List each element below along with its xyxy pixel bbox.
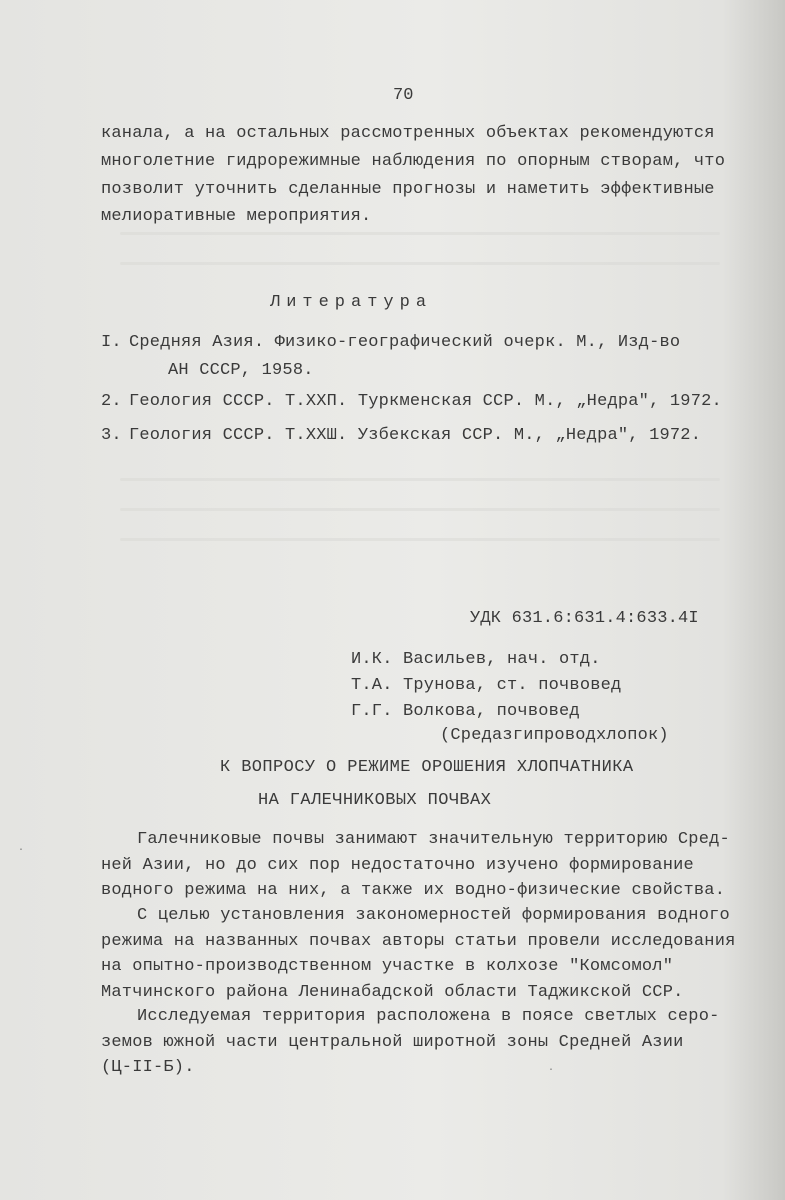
article-title: К ВОПРОСУ О РЕЖИМЕ ОРОШЕНИЯ ХЛОПЧАТНИКА (220, 758, 634, 777)
author-line: И.К. Васильев, нач. отд. (351, 650, 601, 669)
reference-number: I. (101, 333, 122, 352)
udk-code: УДК 631.6:631.4:633.4I (470, 609, 699, 628)
body-line: Матчинского района Ленинабадской области Таджикской ССР. (101, 983, 684, 1002)
author-line: Т.А. Трунова, ст. почвовед (351, 676, 622, 695)
reference-text: Средняя Азия. Физико-географический очерк. М., Изд-во (129, 333, 681, 352)
show-through-mark (120, 538, 720, 541)
show-through-mark (120, 478, 720, 481)
body-line: С целью установления закономерностей формирования водного (137, 906, 730, 925)
body-line: ней Азии, но до сих пор недостаточно изучено формирование (101, 856, 694, 875)
body-line: Исследуемая территория расположена в поясе светлых серо- (137, 1007, 720, 1026)
reference-text: Геология СССР. Т.ХХШ. Узбекская ССР. М., „Недра", 1972. (129, 426, 702, 445)
body-line: режима на названных почвах авторы статьи провели исследования (101, 932, 736, 951)
show-through-mark (120, 232, 720, 235)
body-line: земов южной части центральной широтной зоны Средней Азии (101, 1033, 684, 1052)
reference-number: 2. (101, 392, 122, 411)
page-number: 70 (393, 86, 414, 105)
literature-heading: Литература (270, 293, 433, 312)
intro-line: канала, а на остальных рассмотренных объектах рекомендуются (101, 124, 715, 143)
paper-speck: · (548, 1065, 555, 1076)
reference-number: 3. (101, 426, 122, 445)
body-line: водного режима на них, а также их водно-физические свойства. (101, 881, 726, 900)
paper-speck: · (18, 845, 25, 856)
body-line: Галечниковые почвы занимают значительную территорию Сред- (137, 830, 730, 849)
reference-item (101, 392, 722, 411)
intro-line: мелиоративные мероприятия. (101, 207, 372, 226)
show-through-mark (120, 262, 720, 265)
organization: (Средазгипроводхлопок) (440, 726, 669, 745)
reference-item (101, 333, 680, 352)
reference-item (101, 426, 701, 445)
intro-line: позволит уточнить сделанные прогнозы и наметить эффективные (101, 180, 715, 199)
reference-text-continued: АН СССР, 1958. (168, 361, 314, 380)
body-line: на опытно-производственном участке в колхозе "Комсомол" (101, 957, 674, 976)
show-through-mark (120, 508, 720, 511)
body-line: (Ц-II-Б). (101, 1058, 195, 1077)
intro-line: многолетние гидрорежимные наблюдения по опорным створам, что (101, 152, 726, 171)
article-title: НА ГАЛЕЧНИКОВЫХ ПОЧВАХ (258, 791, 492, 810)
author-line: Г.Г. Волкова, почвовед (351, 702, 580, 721)
reference-text: Геология СССР. Т.ХХП. Туркменская ССР. М., „Недра", 1972. (129, 392, 722, 411)
